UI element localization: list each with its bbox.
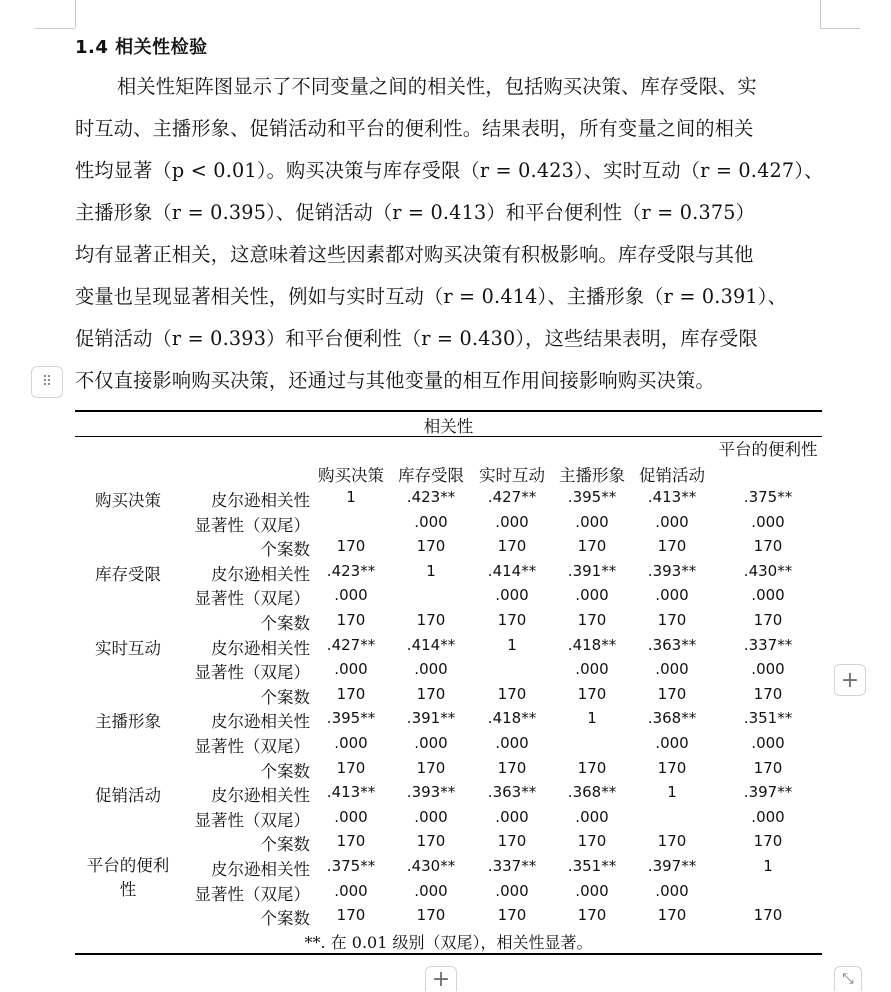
table-cell-value: .000 — [751, 512, 785, 531]
row-variable-label: 促销活动 — [95, 786, 161, 806]
column-header: 平台的便利性 — [718, 440, 818, 459]
table-cell-value: .413** — [647, 488, 697, 506]
table-cell-value: 170 — [416, 906, 446, 925]
table-cell-value: .000 — [655, 660, 689, 679]
column-header: 促销活动 — [639, 466, 705, 485]
table-cell-value: .000 — [751, 734, 785, 752]
table-cell-value: 170 — [416, 684, 446, 703]
table-cell-value: 170 — [577, 611, 607, 629]
stat-label: 个案数 — [260, 909, 310, 929]
row-variable-label: 库存受限 — [95, 564, 161, 584]
table-cell-value: .427** — [487, 488, 537, 506]
table-cell-value: .393** — [647, 561, 697, 580]
paragraph-line: 均有显著正相关，这意味着这些因素都对购买决策有积极影响。库存受限与其他 — [75, 243, 754, 266]
stat-label: 显著性（双尾） — [194, 663, 310, 683]
body-paragraph — [75, 66, 825, 402]
table-cell-value: 170 — [657, 611, 687, 629]
table-cell-value: 170 — [657, 684, 687, 703]
page-corner-mark — [820, 0, 821, 28]
stat-label: 皮尔逊相关性 — [211, 638, 310, 658]
paragraph-line: 相关性矩阵图显示了不同变量之间的相关性，包括购买决策、库存受限、实 — [117, 75, 757, 98]
stat-label: 显著性（双尾） — [194, 884, 310, 904]
table-cell-value: .423** — [406, 488, 456, 506]
table-cell-value: 170 — [416, 611, 446, 629]
table-cell-value: .391** — [406, 709, 456, 728]
table-cell-value: .000 — [334, 586, 368, 605]
column-header: 实时互动 — [479, 466, 545, 485]
page-corner-mark — [75, 0, 76, 28]
table-cell-value: .368** — [647, 709, 697, 728]
table-cell-value: .427** — [326, 635, 376, 654]
stat-label: 个案数 — [260, 614, 310, 633]
table-cell-value: .000 — [575, 512, 609, 531]
table-cell-value: .000 — [575, 807, 609, 826]
table-cell-value: .363** — [487, 783, 537, 802]
table-cell-value: .391** — [567, 561, 617, 580]
table-cell-value: 170 — [416, 537, 446, 556]
table-footnote: **. 在 0.01 级别（双尾），相关性显著。 — [304, 933, 593, 952]
table-cell-value: .337** — [487, 857, 537, 875]
table-cell-value: .000 — [334, 807, 368, 826]
table-cell-value: .351** — [567, 857, 617, 875]
table-cell-value: 170 — [753, 537, 783, 556]
row-variable-label: 主播形象 — [95, 712, 161, 732]
table-cell-value: .000 — [495, 512, 529, 531]
stat-label: 皮尔逊相关性 — [211, 860, 310, 879]
table-cell-value: 1 — [507, 635, 517, 654]
table-cell-value: .000 — [655, 881, 689, 900]
table-cell-value: .397** — [743, 783, 793, 802]
table-cell-value: 170 — [753, 758, 783, 777]
table-cell-value: 170 — [416, 758, 446, 777]
table-cell-value: 170 — [497, 758, 527, 777]
paragraph-line: 变量也呈现显著相关性，例如与实时互动（r = 0.414）、主播形象（r = 0.391）、 — [75, 285, 788, 308]
table-caption: 相关性 — [423, 417, 474, 436]
stat-label: 显著性（双尾） — [194, 810, 310, 830]
table-cell-value: 170 — [577, 758, 607, 777]
table-cell-value: 170 — [497, 906, 527, 925]
table-cell-value: 170 — [753, 611, 783, 629]
column-header: 主播形象 — [559, 466, 625, 485]
table-cell-value: 1 — [346, 488, 356, 506]
table-cell-value: 170 — [336, 684, 366, 703]
table-cell-value: 170 — [657, 906, 687, 925]
stat-label: 显著性（双尾） — [194, 589, 310, 609]
table-cell-value: 1 — [667, 783, 677, 802]
table-cell-value: 170 — [336, 537, 366, 556]
table-cell-value: 170 — [577, 537, 607, 556]
table-cell-value: .000 — [334, 660, 368, 679]
table-cell-value: 170 — [336, 906, 366, 925]
table-cell-value: 1 — [587, 709, 597, 728]
table-cell-value: .000 — [751, 660, 785, 679]
stat-label: 个案数 — [260, 835, 310, 855]
table-cell-value: .000 — [655, 734, 689, 752]
stat-label: 显著性（双尾） — [194, 515, 310, 535]
table-cell-value: .000 — [334, 881, 368, 900]
table-cell-value: .000 — [495, 881, 529, 900]
column-header: 购买决策 — [318, 466, 384, 485]
stat-label: 个案数 — [260, 687, 310, 707]
table-cell-value: .423** — [326, 561, 376, 580]
block-drag-handle-icon[interactable]: ⠿ — [31, 366, 63, 398]
paragraph-line: 时互动、主播形象、促销活动和平台的便利性。结果表明，所有变量之间的相关 — [75, 117, 754, 140]
table-cell-value: .000 — [495, 807, 529, 826]
column-header: 库存受限 — [398, 466, 464, 485]
stat-label: 皮尔逊相关性 — [211, 491, 310, 510]
table-cell-value: .418** — [487, 709, 537, 728]
table-cell-value: .000 — [414, 807, 448, 826]
table-cell-value: .430** — [406, 857, 456, 875]
table-cell-value: 170 — [577, 684, 607, 703]
table-cell-value: 170 — [753, 906, 783, 925]
table-cell-value: .000 — [751, 586, 785, 605]
table-cell-value: .000 — [414, 512, 448, 531]
table-cell-value: .000 — [495, 734, 529, 752]
stat-label: 个案数 — [260, 540, 310, 560]
table-cell-value: .414** — [487, 561, 537, 580]
paragraph-line: 促销活动（r = 0.393）和平台便利性（r = 0.430），这些结果表明，库存受限 — [75, 327, 758, 350]
table-cell-value: 170 — [416, 832, 446, 851]
table-cell-value: .000 — [414, 881, 448, 900]
add-row-button[interactable]: + — [425, 966, 457, 991]
table-cell-value: .375** — [743, 488, 793, 506]
page-corner-mark — [35, 28, 75, 29]
table-cell-value: 170 — [336, 611, 366, 629]
table-bottom-rule — [75, 953, 822, 955]
table-cell-value: .413** — [326, 783, 376, 802]
stat-label: 个案数 — [260, 761, 310, 781]
table-cell-value: .395** — [326, 709, 376, 728]
table-cell-value: 170 — [577, 832, 607, 851]
table-cell-value: 170 — [753, 684, 783, 703]
table-cell-value: .000 — [655, 586, 689, 605]
table-cell-value: 170 — [657, 832, 687, 851]
paragraph-line: 性均显著（p < 0.01）。购买决策与库存受限（r = 0.423）、实时互动（r = 0.427）、 — [75, 159, 824, 182]
table-cell-value: .000 — [414, 660, 448, 679]
table-cell-value: .000 — [575, 881, 609, 900]
table-cell-value: 170 — [657, 537, 687, 556]
table-cell-value: .000 — [575, 660, 609, 679]
row-variable-label: 购买决策 — [95, 491, 161, 510]
table-cell-value: 170 — [657, 758, 687, 777]
table-cell-value: 170 — [497, 537, 527, 556]
paragraph-line: 不仅直接影响购买决策，还通过与其他变量的相互作用间接影响购买决策。 — [75, 369, 715, 392]
table-cell-value: .000 — [334, 734, 368, 752]
row-variable-label: 实时互动 — [95, 638, 161, 658]
table-cell-value: .000 — [414, 734, 448, 752]
table-cell-value: .337** — [743, 635, 793, 654]
table-cell-value: 170 — [497, 832, 527, 851]
table-cell-value: .351** — [743, 709, 793, 728]
table-cell-value: 170 — [336, 758, 366, 777]
add-column-button[interactable]: + — [834, 664, 866, 696]
table-cell-value: 1 — [426, 561, 436, 580]
table-cell-value: .375** — [326, 857, 376, 875]
table-cell-value: .395** — [567, 488, 617, 506]
page-corner-mark — [820, 28, 860, 29]
table-cell-value: 170 — [577, 906, 607, 925]
table-cell-value: .397** — [647, 857, 697, 875]
table-resize-handle-icon[interactable]: ⤡ — [834, 966, 862, 991]
table-cell-value: .414** — [406, 635, 456, 654]
stat-label: 皮尔逊相关性 — [211, 786, 310, 806]
table-top-rule — [75, 410, 822, 412]
row-variable-label: 平台的便利性 — [86, 856, 170, 899]
section-heading: 1.4 相关性检验 — [75, 37, 208, 58]
table-cell-value: 170 — [753, 832, 783, 851]
paragraph-line: 主播形象（r = 0.395）、促销活动（r = 0.413）和平台便利性（r = 0.375） — [75, 201, 756, 224]
table-cell-value: .430** — [743, 561, 793, 580]
table-cell-value: 170 — [336, 832, 366, 851]
table-cell-value: .363** — [647, 635, 697, 654]
table-cell-value: 170 — [497, 684, 527, 703]
stat-label: 显著性（双尾） — [194, 737, 310, 756]
table-cell-value: .000 — [655, 512, 689, 531]
table-cell-value: 1 — [763, 857, 773, 875]
table-cell-value: .000 — [751, 807, 785, 826]
table-cell-value: .393** — [406, 783, 456, 802]
table-cell-value: .000 — [495, 586, 529, 605]
table-cell-value: .418** — [567, 635, 617, 654]
table-cell-value: .000 — [575, 586, 609, 605]
stat-label: 皮尔逊相关性 — [211, 712, 310, 732]
stat-label: 皮尔逊相关性 — [211, 564, 310, 584]
table-cell-value: .368** — [567, 783, 617, 802]
table-cell-value: 170 — [497, 611, 527, 629]
